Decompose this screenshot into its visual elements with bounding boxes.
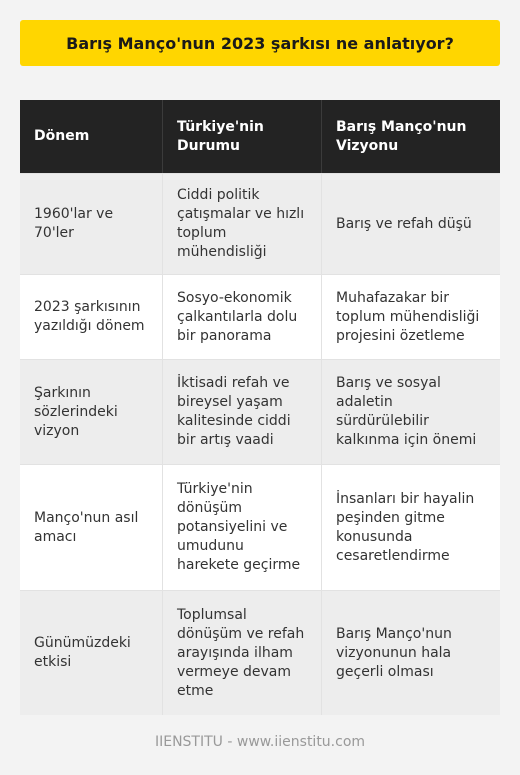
- table-row: [20, 465, 500, 591]
- table-row: [20, 360, 500, 465]
- table-cell: 2023 şarkısının yazıldığı dönem: [20, 275, 162, 359]
- table-cell: İktisadi refah ve bireysel yaşam kalitesinde ciddi bir artış vaadi: [162, 360, 321, 464]
- table-cell: Türkiye'nin dönüşüm potansiyelini ve umudunu harekete geçirme: [162, 465, 321, 590]
- table-row: [20, 591, 500, 715]
- header-cell-period: Dönem: [20, 100, 162, 173]
- table-row: [20, 174, 500, 275]
- table-cell: Barış Manço'nun vizyonunun hala geçerli olması: [321, 591, 500, 715]
- header-cell-turkey-status: Türkiye'nin Durumu: [162, 100, 321, 173]
- table-cell: İnsanları bir hayalin peşinden gitme konusunda cesaretlendirme: [321, 465, 500, 590]
- table-cell: Şarkının sözlerindeki vizyon: [20, 360, 162, 464]
- footer-credit: IIENSTITU - www.iienstitu.com: [154, 734, 366, 750]
- page-title: [20, 20, 500, 66]
- table-row: [20, 275, 500, 360]
- table-cell: Ciddi politik çatışmalar ve hızlı toplum mühendisliği: [162, 174, 321, 274]
- table-cell: Manço'nun asıl amacı: [20, 465, 162, 590]
- table-cell: Toplumsal dönüşüm ve refah arayışında ilham vermeye devam etme: [162, 591, 321, 715]
- page-title-text: Barış Manço'nun 2023 şarkısı ne anlatıyor?: [66, 33, 454, 53]
- table-cell: Günümüzdeki etkisi: [20, 591, 162, 715]
- table-cell: 1960'lar ve 70'ler: [20, 174, 162, 274]
- comparison-table: [20, 100, 500, 715]
- table-cell: Barış ve refah düşü: [321, 174, 500, 274]
- table-header-row: [20, 100, 500, 174]
- table-cell: Sosyo-ekonomik çalkantılarla dolu bir panorama: [162, 275, 321, 359]
- table-cell: Barış ve sosyal adaletin sürdürülebilir kalkınma için önemi: [321, 360, 500, 464]
- header-cell-manco-vision: Barış Manço'nun Vizyonu: [321, 100, 500, 173]
- table-cell: Muhafazakar bir toplum mühendisliği projesini özetleme: [321, 275, 500, 359]
